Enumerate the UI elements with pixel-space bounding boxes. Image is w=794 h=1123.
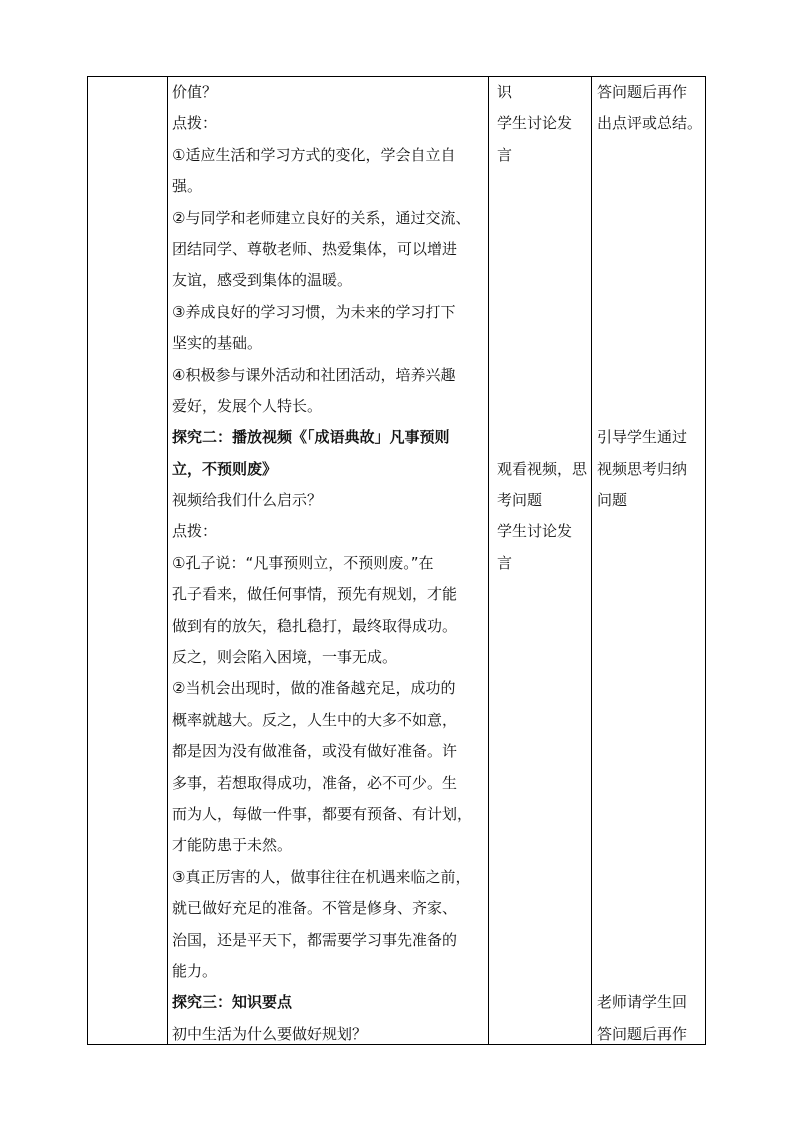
content-line: 强。 bbox=[172, 177, 203, 196]
content-line: 点拨： bbox=[172, 114, 218, 133]
content-line: 反之，则会陷入困境，一事无成。 bbox=[172, 648, 398, 667]
content-line: ③真正厉害的人，做事往往在机遇来临之前， bbox=[172, 867, 471, 886]
design-intent-line: 答问题后再作 bbox=[597, 83, 688, 101]
content-line: 团结同学、尊敬老师、热爱集体，可以增进 bbox=[172, 239, 458, 258]
content-line: 坚实的基础。 bbox=[172, 334, 263, 353]
column-divider-3 bbox=[591, 77, 592, 1044]
content-line: ①孔子说：“凡事预则立，不预则废。”在 bbox=[172, 553, 434, 572]
content-line: 点拨： bbox=[172, 522, 218, 541]
content-line: ①适应生活和学习方式的变化，学会自立自 bbox=[172, 145, 456, 164]
content-line: 概率就越大。反之，人生中的大多不如意， bbox=[172, 710, 458, 729]
content-line: 孔子看来，做任何事情，预先有规划，才能 bbox=[172, 585, 458, 604]
content-line: 视频给我们什么启示？ bbox=[172, 491, 323, 510]
content-line: 都是因为没有做准备，或没有做好准备。许 bbox=[172, 742, 458, 761]
student-activity-line: 言 bbox=[497, 553, 513, 572]
section-heading: 探究二：播放视频《「成语典故」凡事预则 bbox=[172, 428, 450, 447]
content-line: ④积极参与课外活动和社团活动，培养兴趣 bbox=[172, 365, 456, 384]
student-activity-line: 观看视频，思 bbox=[497, 459, 588, 478]
student-activity-line: 学生讨论发 bbox=[497, 114, 573, 133]
student-activity-line: 识 bbox=[497, 83, 513, 101]
student-activity-line: 言 bbox=[497, 145, 513, 164]
section-heading: 立，不预则废》 bbox=[172, 459, 278, 478]
content-line: 友谊，感受到集体的温暖。 bbox=[172, 271, 353, 290]
student-activity-line: 考问题 bbox=[497, 491, 543, 510]
table-border-right bbox=[705, 77, 706, 1044]
design-intent-line: 视频思考归纳 bbox=[597, 459, 688, 478]
student-activity-line: 学生讨论发 bbox=[497, 522, 573, 541]
design-intent-line: 引导学生通过 bbox=[597, 428, 688, 447]
section-heading: 探究三：知识要点 bbox=[172, 993, 293, 1012]
column-divider-1 bbox=[167, 77, 168, 1044]
content-line: 爱好，发展个人特长。 bbox=[172, 396, 323, 415]
content-line: 才能防患于未然。 bbox=[172, 836, 293, 855]
content-line: 能力。 bbox=[172, 961, 218, 980]
content-line: ②与同学和老师建立良好的关系，通过交流、 bbox=[172, 208, 471, 227]
column-divider-2 bbox=[488, 77, 489, 1044]
content-line: 多事，若想取得成功，准备，必不可少。生 bbox=[172, 773, 458, 792]
content-line: 而为人，每做一件事，都要有预备、有计划， bbox=[172, 804, 473, 823]
content-line: ②当机会出现时，做的准备越充足，成功的 bbox=[172, 679, 456, 698]
teaching-content-column bbox=[172, 77, 488, 1044]
column-1-empty bbox=[88, 77, 166, 1044]
student-activity-column bbox=[497, 77, 589, 1044]
content-line: 价值？ bbox=[172, 83, 218, 101]
design-intent-line: 出点评或总结。 bbox=[597, 114, 703, 133]
content-line: ③养成良好的学习习惯，为未来的学习打下 bbox=[172, 302, 456, 321]
design-intent-line: 答问题后再作 bbox=[597, 1024, 688, 1043]
design-intent-line: 老师请学生回 bbox=[597, 993, 688, 1012]
content-line: 就已做好充足的准备。不管是修身、齐家、 bbox=[172, 899, 458, 918]
content-line: 治国，还是平天下，都需要学习事先准备的 bbox=[172, 930, 458, 949]
lesson-plan-table bbox=[87, 76, 706, 1045]
content-line: 做到有的放矢，稳扎稳打，最终取得成功。 bbox=[172, 616, 458, 635]
content-line: 初中生活为什么要做好规划？ bbox=[172, 1024, 368, 1043]
design-intent-line: 问题 bbox=[597, 491, 628, 510]
design-intent-column bbox=[597, 77, 703, 1044]
